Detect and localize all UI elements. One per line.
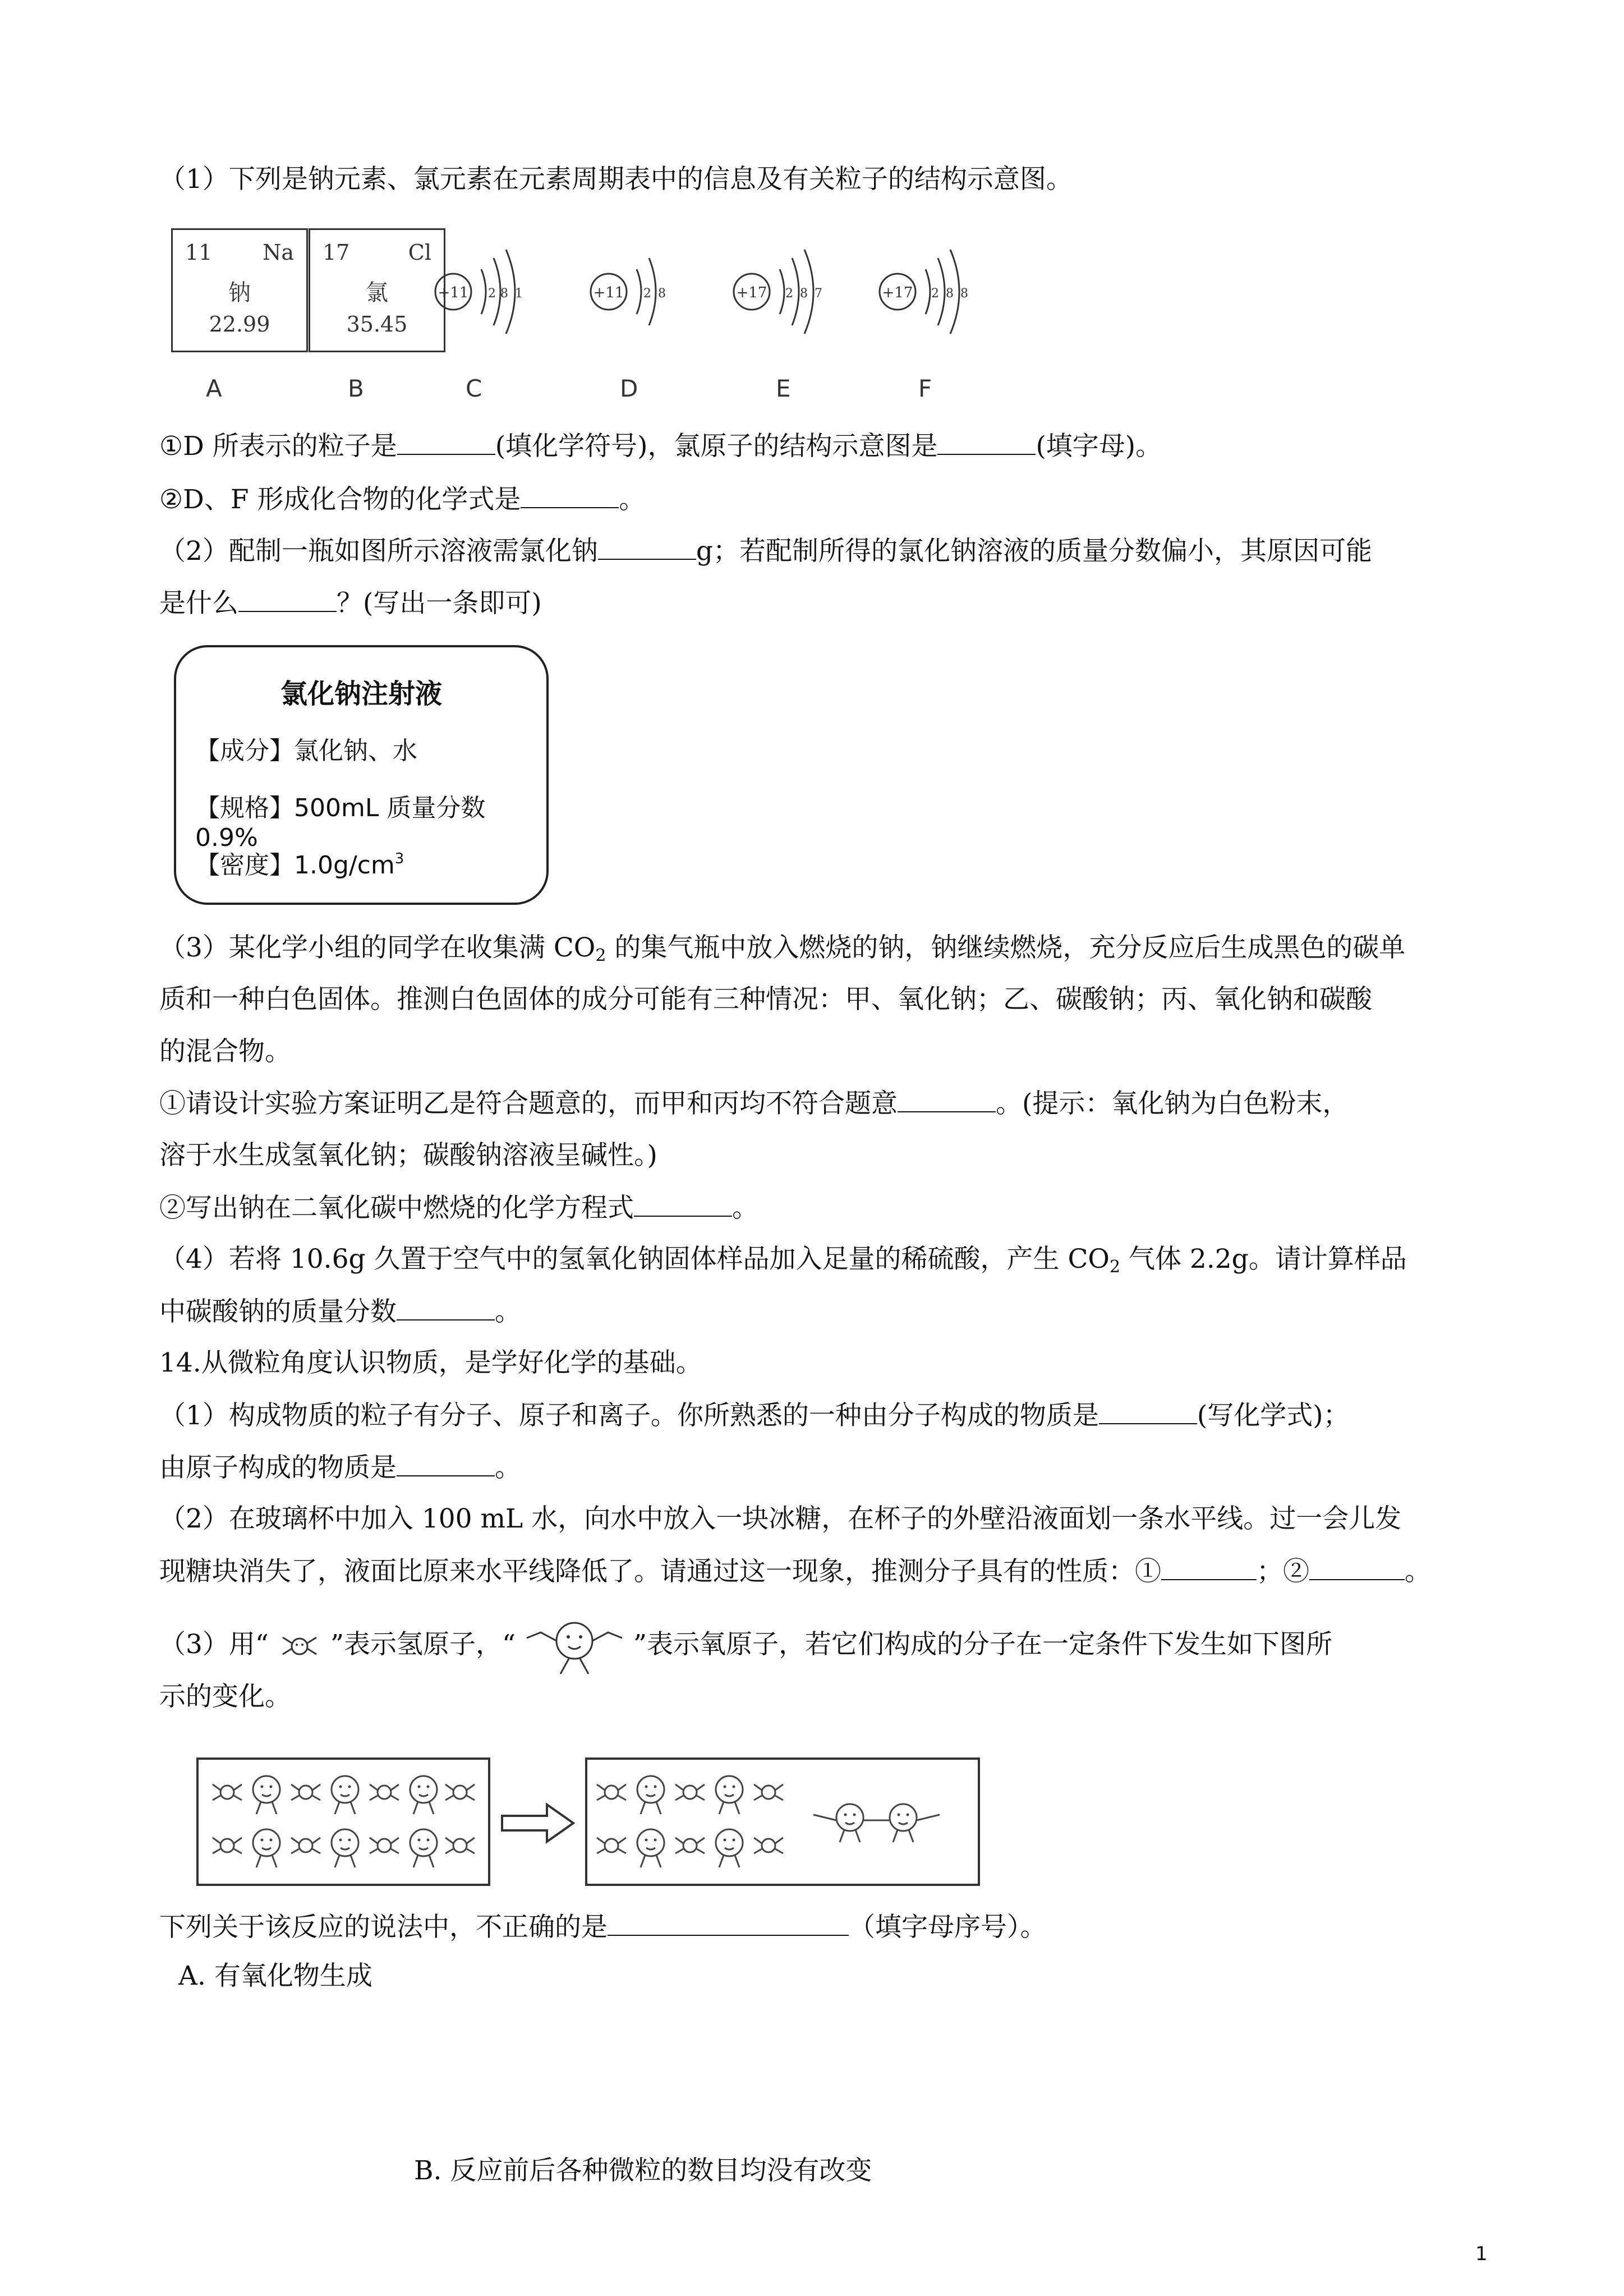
q14-1-line1: （1）构成物质的粒子有分子、原子和离子。你所熟悉的一种由分子构成的物质是 (写化学式)； (159, 1398, 1350, 1433)
q13-intro: （1）下列是钠元素、氯元素在元素周期表中的信息及有关粒子的结构示意图。 (159, 164, 1073, 195)
answer-blank[interactable] (937, 429, 1036, 455)
answer-blank[interactable] (238, 586, 337, 612)
oxygen-atom-icon (516, 1616, 633, 1677)
svg-text:8: 8 (658, 287, 666, 301)
svg-text:+17: +17 (736, 284, 767, 301)
svg-text:8: 8 (800, 287, 808, 301)
svg-text:+11: +11 (438, 284, 469, 301)
q13-1-sub2: ②D、F 形成化合物的化学式是 。 (159, 482, 645, 517)
q13-3-line2: 质和一种白色固体。推测白色固体的成分可能有三种情况：甲、氧化钠；乙、碳酸钠；丙、氧化钠和碳酸 (159, 984, 1372, 1015)
injection-label-ingredients: 【成分】氯化钠、水 (195, 737, 417, 765)
diagram-label-a: A (206, 375, 222, 402)
answer-blank[interactable] (397, 429, 495, 455)
answer-blank[interactable] (521, 482, 619, 508)
q14-3-line1: （3）用“ ”表示氢原子，“ ”表示氧原子，若它们构成的分子在一定条件下发生如下图所 (159, 1616, 1332, 1677)
atom-diagram-e (729, 236, 853, 348)
svg-text:2: 2 (488, 287, 496, 301)
q13-2-line2: 是什么 ？(写出一条即可) (159, 586, 542, 620)
svg-text:+17: +17 (882, 284, 913, 301)
answer-blank[interactable] (634, 1191, 732, 1217)
page-number: 1 (1475, 2243, 1488, 2265)
diagram-label-e: E (776, 375, 791, 402)
svg-text:2: 2 (931, 287, 939, 301)
svg-text:8: 8 (500, 287, 508, 301)
q13-3-sub1: ①请设计实验方案证明乙是符合题意的，而甲和丙均不符合题意 。(提示：氧化钠为白色粉末， (159, 1087, 1349, 1121)
hydrogen-atom-icon (269, 1630, 330, 1663)
answer-blank[interactable] (898, 1087, 996, 1112)
periodic-card-cl: 17 Cl 氯 35.45 (309, 228, 445, 352)
q14-3-line2: 示的变化。 (159, 1681, 291, 1712)
svg-text:2: 2 (785, 287, 793, 301)
svg-text:7: 7 (815, 287, 822, 301)
periodic-card-na: 11 Na 钠 22.99 (171, 228, 308, 352)
svg-text:8: 8 (960, 287, 968, 301)
diagram-label-d: D (620, 375, 638, 402)
q14-4-line: 下列关于该反应的说法中，不正确的是 （填字母序号）。 (159, 1910, 1047, 1944)
diagram-label-f: F (918, 375, 932, 402)
q13-1-sub1: ①D 所表示的粒子是 (填化学符号)，氯原子的结构示意图是 (填字母)。 (159, 429, 1162, 463)
svg-text:8: 8 (946, 287, 954, 301)
answer-blank[interactable] (397, 1451, 495, 1476)
answer-blank[interactable] (1099, 1398, 1197, 1424)
answer-blank[interactable] (598, 534, 696, 560)
answer-blank[interactable] (608, 1910, 849, 1936)
q13-4-line2: 中碳酸钠的质量分数 。 (159, 1295, 521, 1329)
injection-label-spec: 【规格】500mL 质量分数 0.9% (195, 794, 486, 852)
q14-2-line1: （2）在玻璃杯中加入 100 mL 水，向水中放入一块冰糖，在杯子的外壁沿液面划一条水平线。过一会儿发 (159, 1503, 1402, 1534)
q14-2-line2: 现糖块消失了，液面比原来水平线降低了。请通过这一现象，推测分子具有的性质：① ；② 。 (159, 1554, 1431, 1589)
svg-text:1: 1 (515, 287, 523, 301)
atom-diagram-f (875, 236, 999, 348)
q13-3-line3: 的混合物。 (159, 1036, 291, 1067)
option-b[interactable]: B. 反应前后各种微粒的数目均没有改变 (414, 2155, 872, 2186)
option-a[interactable]: A. 有氧化物生成 (178, 1961, 372, 1991)
q13-3-line1: （3）某化学小组的同学在收集满 $CO_2$ 的集气瓶中放入燃烧的钠，钠继续燃烧，充分反应后生成黑色的碳单 (159, 932, 1406, 965)
q14-1-line2: 由原子构成的物质是 。 (159, 1451, 521, 1485)
diagram-label-c: C (466, 375, 482, 402)
svg-text:+11: +11 (593, 284, 624, 301)
injection-label-box (174, 645, 549, 905)
atom-diagram-d (586, 236, 687, 348)
q13-3-hint: 溶于水生成氢氧化钠；碳酸钠溶液呈碱性。) (159, 1140, 657, 1171)
q13-2-line1: （2）配制一瓶如图所示溶液需氯化钠 g；若配制所得的氯化钠溶液的质量分数偏小，其原因可能 (159, 534, 1372, 568)
q14-title: 14.从微粒角度认识物质，是学好化学的基础。 (159, 1347, 702, 1378)
answer-blank[interactable] (397, 1295, 495, 1320)
atom-diagram-c (432, 236, 544, 348)
q13-4-line1: （4）若将 10.6g 久置于空气中的氢氧化钠固体样品加入足量的稀硫酸，产生 $CO_2$ 气体 2.2g。请计算样品 (159, 1244, 1407, 1277)
svg-text:2: 2 (643, 287, 651, 301)
injection-label-density: 【密度】$1.0g/cm^3$ (195, 850, 404, 880)
answer-blank[interactable] (1309, 1554, 1405, 1580)
injection-label-title: 氯化钠注射液 (280, 678, 442, 710)
reaction-diagram (196, 1753, 982, 1893)
answer-blank[interactable] (1161, 1554, 1257, 1580)
diagram-label-b: B (348, 375, 364, 402)
q13-3-sub2: ②写出钠在二氧化碳中燃烧的化学方程式 。 (159, 1191, 758, 1225)
